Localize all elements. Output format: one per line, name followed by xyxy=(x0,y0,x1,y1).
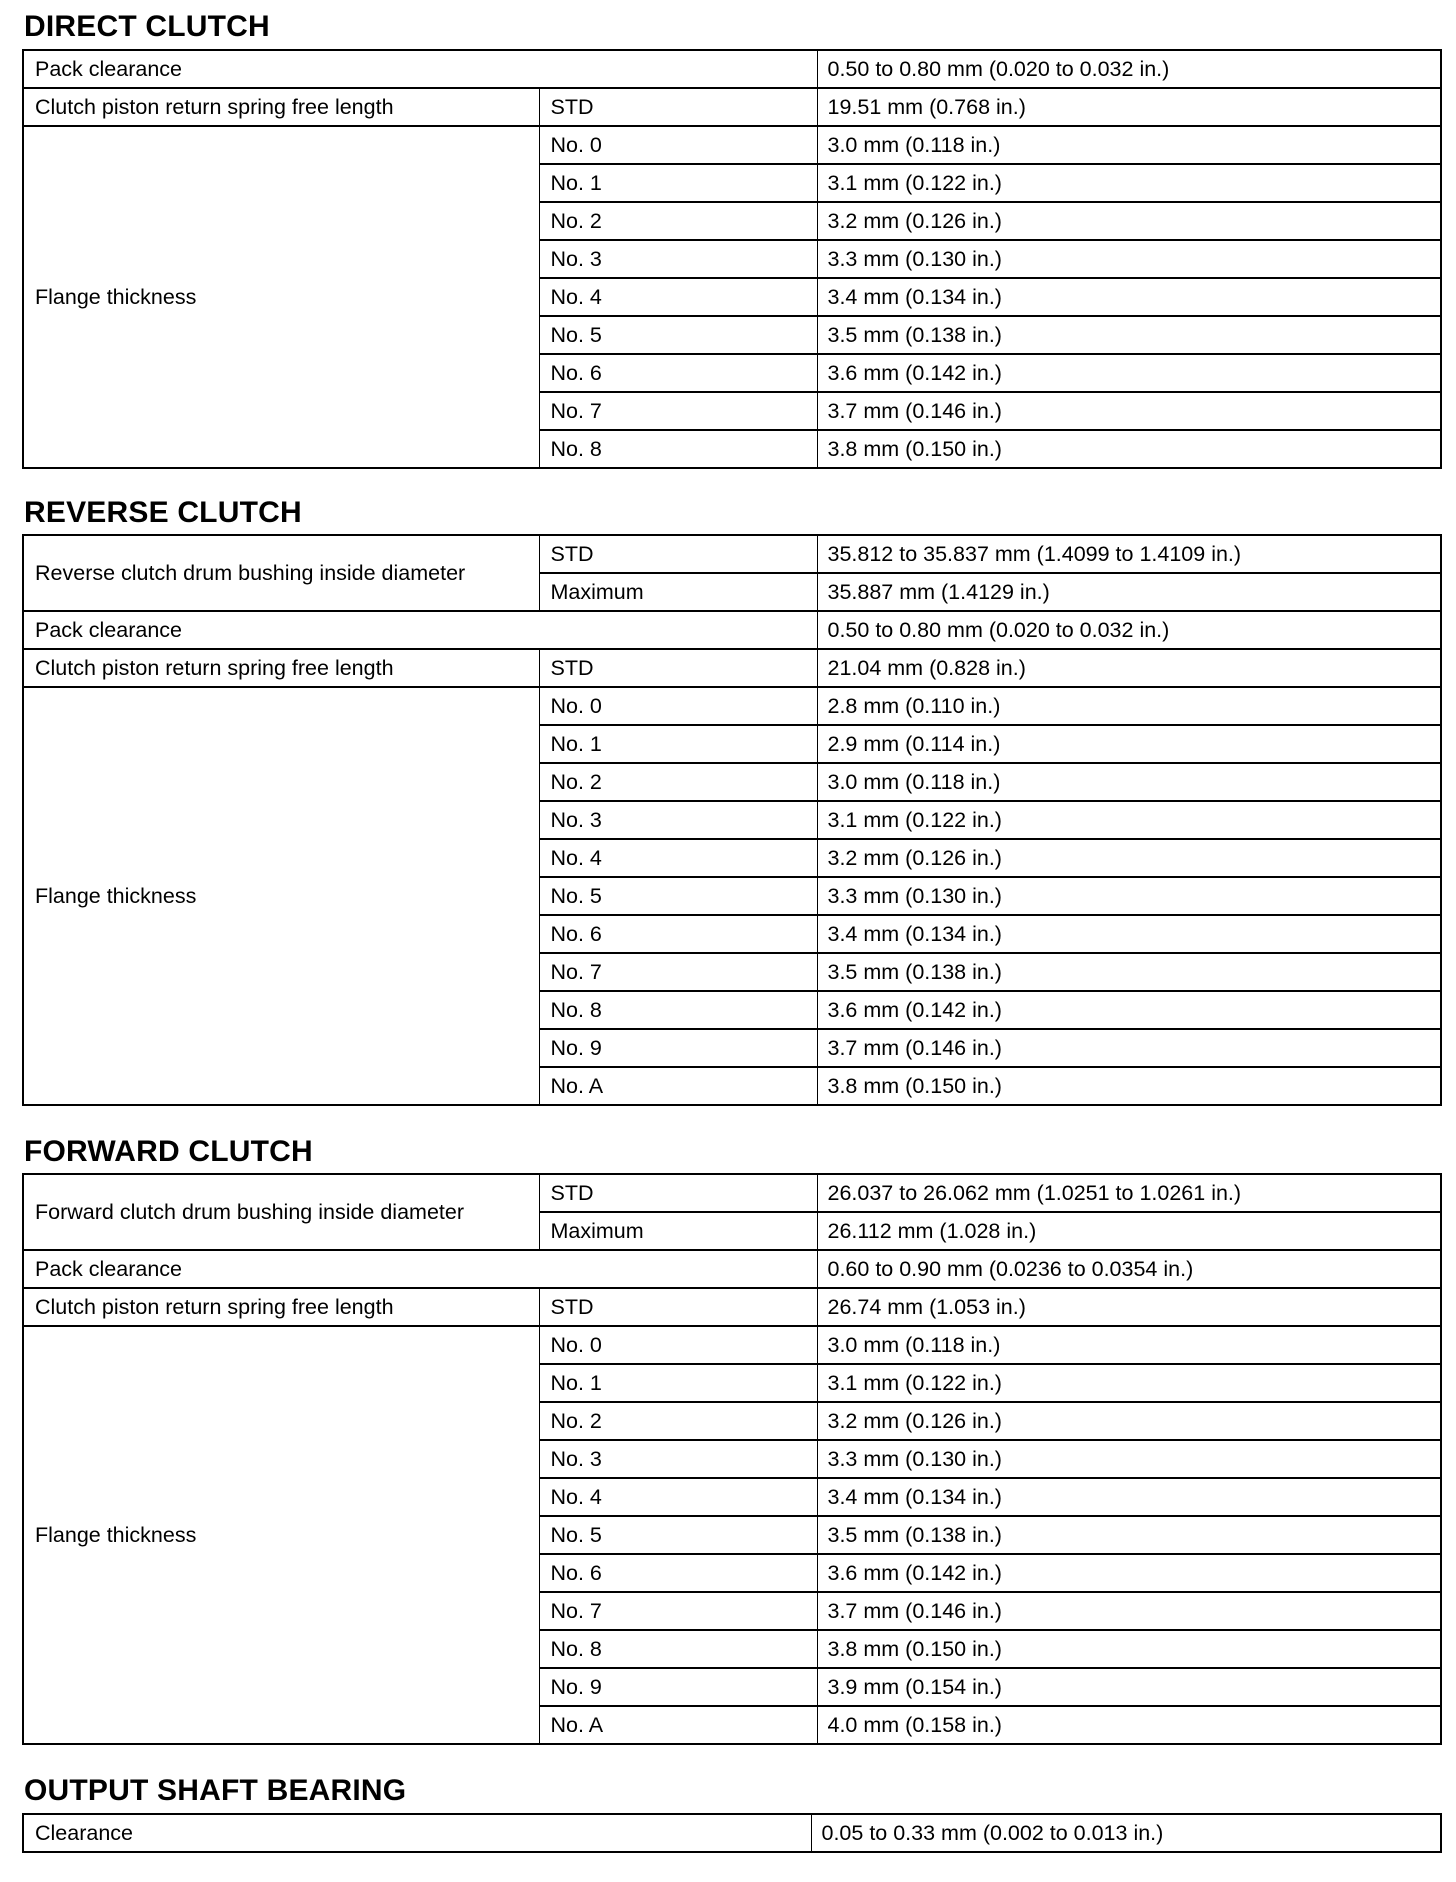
flange-size-number: No. 9 xyxy=(539,1029,817,1067)
flange-size-number: No. 1 xyxy=(539,164,817,202)
flange-size-number: No. 0 xyxy=(539,1326,817,1364)
pack-clearance-label: Pack clearance xyxy=(23,50,817,88)
bushing-std-value: 35.812 to 35.837 mm (1.4099 to 1.4109 in.) xyxy=(817,535,1441,573)
flange-row xyxy=(23,126,1441,164)
flange-thickness-value: 3.5 mm (0.138 in.) xyxy=(817,316,1441,354)
flange-size-number: No. 1 xyxy=(539,1364,817,1402)
flange-size-number: No. 6 xyxy=(539,1554,817,1592)
flange-thickness-value: 3.9 mm (0.154 in.) xyxy=(817,1668,1441,1706)
flange-size-number: No. 7 xyxy=(539,392,817,430)
bushing-diameter-label: Forward clutch drum bushing inside diameter xyxy=(23,1174,539,1250)
spring-length-sub: STD xyxy=(539,1288,817,1326)
bushing-std-value: 26.037 to 26.062 mm (1.0251 to 1.0261 in.) xyxy=(817,1174,1441,1212)
table-row xyxy=(23,1814,1441,1852)
spring-length-label: Clutch piston return spring free length xyxy=(23,649,539,687)
flange-size-number: No. 4 xyxy=(539,278,817,316)
flange-size-number: No. 9 xyxy=(539,1668,817,1706)
table-row xyxy=(23,611,1441,649)
flange-thickness-value: 3.4 mm (0.134 in.) xyxy=(817,915,1441,953)
flange-size-number: No. 6 xyxy=(539,354,817,392)
flange-thickness-value: 3.7 mm (0.146 in.) xyxy=(817,1592,1441,1630)
spring-length-value: 19.51 mm (0.768 in.) xyxy=(817,88,1441,126)
pack-clearance-value: 0.60 to 0.90 mm (0.0236 to 0.0354 in.) xyxy=(817,1250,1441,1288)
pack-clearance-label: Pack clearance xyxy=(23,1250,817,1288)
forward-clutch-table xyxy=(22,1173,1442,1745)
spring-length-label: Clutch piston return spring free length xyxy=(23,88,539,126)
table-row xyxy=(23,50,1441,88)
bushing-diameter-label: Reverse clutch drum bushing inside diameter xyxy=(23,535,539,611)
flange-thickness-value: 3.1 mm (0.122 in.) xyxy=(817,1364,1441,1402)
spring-length-sub: STD xyxy=(539,649,817,687)
direct-clutch-table xyxy=(22,49,1442,469)
flange-thickness-value: 3.6 mm (0.142 in.) xyxy=(817,1554,1441,1592)
flange-size-number: No. 2 xyxy=(539,202,817,240)
reverse-clutch-heading: REVERSE CLUTCH xyxy=(24,496,302,529)
bushing-max-label: Maximum xyxy=(539,1212,817,1250)
reverse-clutch-table xyxy=(22,534,1442,1106)
direct-clutch-heading: DIRECT CLUTCH xyxy=(24,10,270,43)
clearance-label: Clearance xyxy=(23,1814,811,1852)
flange-thickness-label: Flange thickness xyxy=(23,126,539,468)
bushing-max-label: Maximum xyxy=(539,573,817,611)
flange-row xyxy=(23,687,1441,725)
flange-size-number: No. 3 xyxy=(539,240,817,278)
flange-size-number: No. 0 xyxy=(539,126,817,164)
flange-thickness-value: 3.1 mm (0.122 in.) xyxy=(817,164,1441,202)
flange-thickness-value: 3.0 mm (0.118 in.) xyxy=(817,1326,1441,1364)
flange-size-number: No. 2 xyxy=(539,1402,817,1440)
bushing-max-value: 26.112 mm (1.028 in.) xyxy=(817,1212,1441,1250)
output-shaft-bearing-table xyxy=(22,1813,1442,1853)
table-row xyxy=(23,1250,1441,1288)
pack-clearance-value: 0.50 to 0.80 mm (0.020 to 0.032 in.) xyxy=(817,611,1441,649)
spring-length-value: 26.74 mm (1.053 in.) xyxy=(817,1288,1441,1326)
flange-thickness-value: 3.1 mm (0.122 in.) xyxy=(817,801,1441,839)
flange-size-number: No. 8 xyxy=(539,1630,817,1668)
flange-thickness-value: 3.6 mm (0.142 in.) xyxy=(817,354,1441,392)
flange-thickness-value: 3.3 mm (0.130 in.) xyxy=(817,240,1441,278)
flange-thickness-value: 3.7 mm (0.146 in.) xyxy=(817,1029,1441,1067)
flange-thickness-value: 3.2 mm (0.126 in.) xyxy=(817,202,1441,240)
pack-clearance-value: 0.50 to 0.80 mm (0.020 to 0.032 in.) xyxy=(817,50,1441,88)
flange-size-number: No. 4 xyxy=(539,839,817,877)
pack-clearance-label: Pack clearance xyxy=(23,611,817,649)
flange-size-number: No. 0 xyxy=(539,687,817,725)
flange-size-number: No. 6 xyxy=(539,915,817,953)
table-row xyxy=(23,535,1441,573)
flange-size-number: No. A xyxy=(539,1706,817,1744)
bushing-std-label: STD xyxy=(539,1174,817,1212)
flange-thickness-label: Flange thickness xyxy=(23,687,539,1105)
flange-thickness-value: 3.8 mm (0.150 in.) xyxy=(817,430,1441,468)
flange-size-number: No. 8 xyxy=(539,991,817,1029)
flange-thickness-value: 2.9 mm (0.114 in.) xyxy=(817,725,1441,763)
output-shaft-bearing-heading: OUTPUT SHAFT BEARING xyxy=(24,1774,407,1807)
flange-thickness-value: 3.7 mm (0.146 in.) xyxy=(817,392,1441,430)
flange-thickness-value: 3.0 mm (0.118 in.) xyxy=(817,126,1441,164)
flange-size-number: No. A xyxy=(539,1067,817,1105)
flange-thickness-value: 4.0 mm (0.158 in.) xyxy=(817,1706,1441,1744)
table-row xyxy=(23,1288,1441,1326)
flange-size-number: No. 2 xyxy=(539,763,817,801)
flange-size-number: No. 1 xyxy=(539,725,817,763)
bushing-max-value: 35.887 mm (1.4129 in.) xyxy=(817,573,1441,611)
flange-thickness-value: 3.0 mm (0.118 in.) xyxy=(817,763,1441,801)
flange-row xyxy=(23,1326,1441,1364)
clearance-value: 0.05 to 0.33 mm (0.002 to 0.013 in.) xyxy=(811,1814,1441,1852)
flange-thickness-value: 3.5 mm (0.138 in.) xyxy=(817,1516,1441,1554)
bushing-std-label: STD xyxy=(539,535,817,573)
flange-size-number: No. 3 xyxy=(539,801,817,839)
forward-clutch-heading: FORWARD CLUTCH xyxy=(24,1135,313,1168)
flange-thickness-value: 3.2 mm (0.126 in.) xyxy=(817,839,1441,877)
flange-thickness-value: 3.5 mm (0.138 in.) xyxy=(817,953,1441,991)
table-row xyxy=(23,649,1441,687)
flange-thickness-value: 2.8 mm (0.110 in.) xyxy=(817,687,1441,725)
flange-thickness-value: 3.6 mm (0.142 in.) xyxy=(817,991,1441,1029)
spring-length-value: 21.04 mm (0.828 in.) xyxy=(817,649,1441,687)
flange-thickness-value: 3.8 mm (0.150 in.) xyxy=(817,1630,1441,1668)
flange-size-number: No. 3 xyxy=(539,1440,817,1478)
flange-thickness-label: Flange thickness xyxy=(23,1326,539,1744)
spring-length-label: Clutch piston return spring free length xyxy=(23,1288,539,1326)
flange-size-number: No. 7 xyxy=(539,953,817,991)
flange-size-number: No. 7 xyxy=(539,1592,817,1630)
table-row xyxy=(23,1174,1441,1212)
flange-size-number: No. 5 xyxy=(539,877,817,915)
flange-thickness-value: 3.3 mm (0.130 in.) xyxy=(817,877,1441,915)
table-row xyxy=(23,88,1441,126)
flange-size-number: No. 5 xyxy=(539,316,817,354)
flange-size-number: No. 4 xyxy=(539,1478,817,1516)
flange-thickness-value: 3.8 mm (0.150 in.) xyxy=(817,1067,1441,1105)
flange-size-number: No. 5 xyxy=(539,1516,817,1554)
flange-thickness-value: 3.3 mm (0.130 in.) xyxy=(817,1440,1441,1478)
flange-thickness-value: 3.2 mm (0.126 in.) xyxy=(817,1402,1441,1440)
flange-thickness-value: 3.4 mm (0.134 in.) xyxy=(817,278,1441,316)
flange-thickness-value: 3.4 mm (0.134 in.) xyxy=(817,1478,1441,1516)
flange-size-number: No. 8 xyxy=(539,430,817,468)
spring-length-sub: STD xyxy=(539,88,817,126)
